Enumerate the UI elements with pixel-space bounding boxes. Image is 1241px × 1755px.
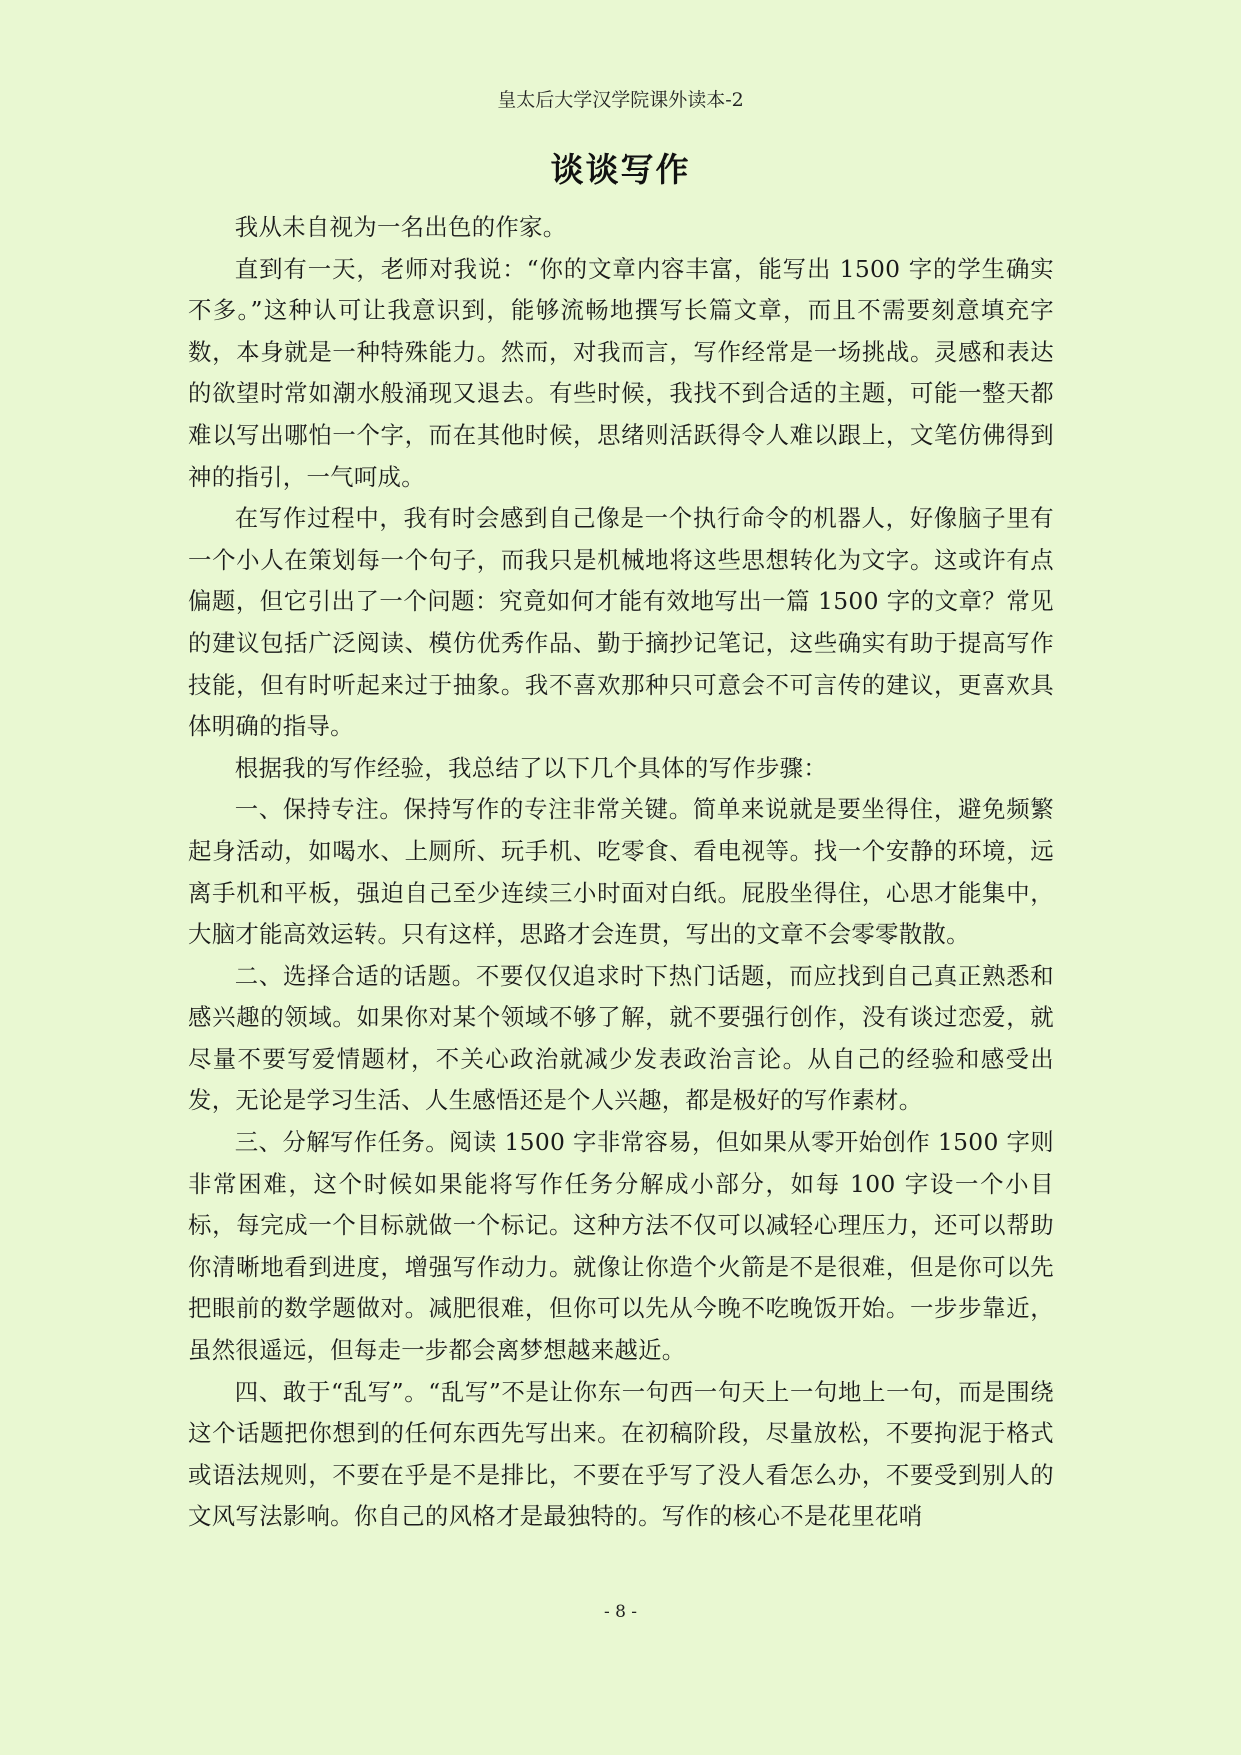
- article-body: [188, 207, 1054, 1538]
- paragraph-5-step-focus: 一、保持专注。保持写作的专注非常关键。简单来说就是要坐得住，避免频繁起身活动，如喝水、上厕所、玩手机、吃零食、看电视等。找一个安静的环境，远离手机和平板，强迫自己至少连续三小时面对白纸。屁股坐得住，心思才能集中，大脑才能高效运转。只有这样，思路才会连贯，写出的文章不会零零散散。: [188, 795, 1054, 949]
- page-number: - 8 -: [603, 1602, 638, 1622]
- paragraph-8-step-free-writing: 四、敢于“乱写”。“乱写”不是让你东一句西一句天上一句地上一句，而是围绕这个话题把你想到的任何东西先写出来。在初稿阶段，尽量放松，不要拘泥于格式或语法规则，不要在乎是不是排比，不要在乎写了没人看怎么办，不要受到别人的文风写法影响。你自己的风格才是最独特的。写作的核心不是花里花哨: [188, 1377, 1054, 1531]
- paragraph-4: 根据我的写作经验，我总结了以下几个具体的写作步骤：: [234, 753, 828, 782]
- running-header: 皇太后大学汉学院课外读本-2: [497, 89, 744, 111]
- paragraph-7-step-split-task: 三、分解写作任务。阅读 1500 字非常容易，但如果从零开始创作 1500 字则非常困难，这个时候如果能将写作任务分解成小部分，如每 100 字设一个小目标，每完成一个目标就做一个标记。这种方法不仅可以减轻心理压力，还可以帮助你清晰地看到进度，增强写作动力。就像让你造个火箭是不是很难，但是你可以先把眼前的数学题做对。减肥很难，但你可以先从今晚不吃晚饭开始。一步步靠近，虽然很遥远，但每走一步都会离梦想越来越近。: [188, 1128, 1054, 1365]
- paragraph-2: 直到有一天，老师对我说：“你的文章内容丰富，能写出 1500 字的学生确实不多。”这种认可让我意识到，能够流畅地撰写长篇文章，而且不需要刻意填充字数，本身就是一种特殊能力。然而，对我而言，写作经常是一场挑战。灵感和表达的欲望时常如潮水般涌现又退去。有些时候，我找不到合适的主题，可能一整天都难以写出哪怕一个字，而在其他时候，思绪则活跃得令人难以跟上，文笔仿佛得到神的指引，一气呵成。: [188, 254, 1054, 491]
- paragraph-1: 我从未自视为一名出色的作家。: [234, 213, 567, 241]
- paragraph-3: 在写作过程中，我有时会感到自己像是一个执行命令的机器人，好像脑子里有一个小人在策划每一个句子，而我只是机械地将这些思想转化为文字。这或许有点偏题，但它引出了一个问题：究竟如何才能有效地写出一篇 1500 字的文章？常见的建议包括广泛阅读、模仿优秀作品、勤于摘抄记笔记，这些确实有助于提高写作技能，但有时听起来过于抽象。我不喜欢那种只可意会不可言传的建议，更喜欢具体明确的指导。: [188, 504, 1054, 741]
- article-title: 谈谈写作: [550, 150, 691, 189]
- paragraph-6-step-topic: 二、选择合适的话题。不要仅仅追求时下热门话题，而应找到自己真正熟悉和感兴趣的领域。如果你对某个领域不够了解，就不要强行创作，没有谈过恋爱，就尽量不要写爱情题材，不关心政治就减少发表政治言论。从自己的经验和感受出发，无论是学习生活、人生感悟还是个人兴趣，都是极好的写作素材。: [188, 961, 1054, 1115]
